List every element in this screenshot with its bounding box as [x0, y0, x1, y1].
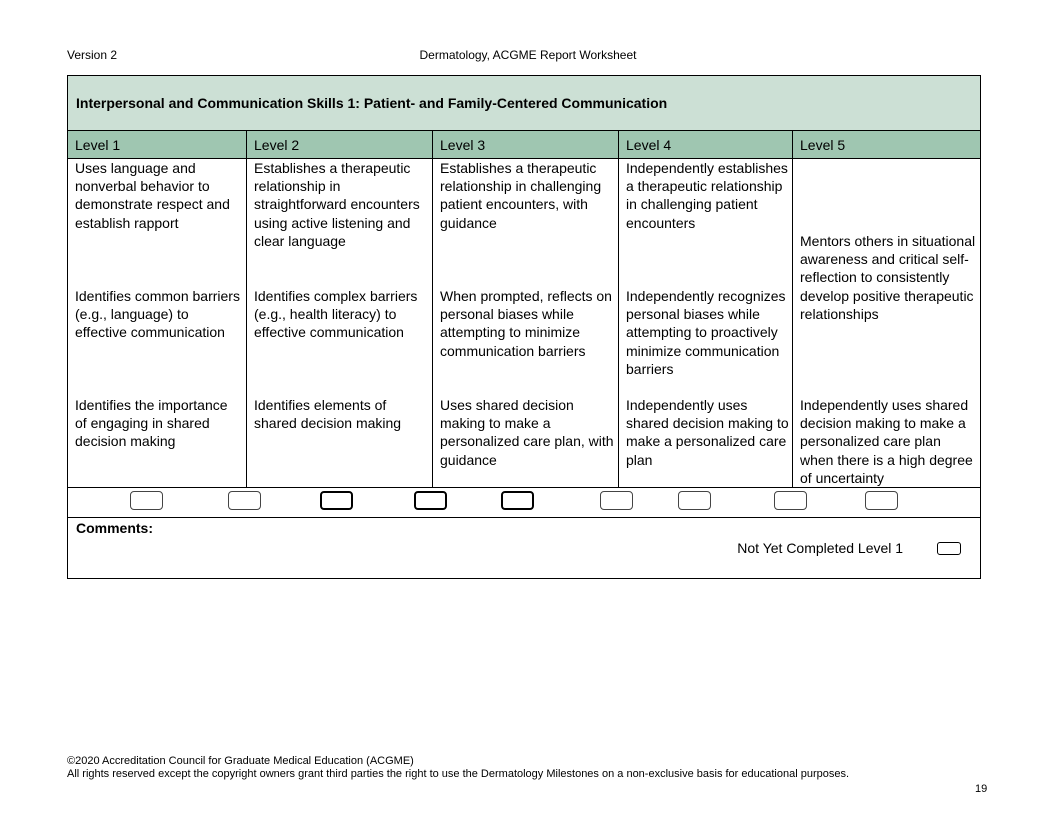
checkbox-level-1[interactable]	[130, 491, 163, 510]
level-5-shared-decision: Independently uses shared decision making to make a personalized care plan when there is a high degree of uncertainty	[800, 397, 973, 486]
checkbox-level-4[interactable]	[678, 491, 711, 510]
level-2-barriers: Identifies complex barriers (e.g., health literacy) to effective communication	[254, 288, 418, 341]
level-1-header: Level 1	[68, 131, 247, 159]
copyright-notice	[67, 755, 849, 781]
level-5-header: Level 5	[793, 131, 981, 159]
copyright-line-2: All rights reserved except the copyright owners grant third parties the right to use the Dermatology Milestones on a non-exclusive basis for educational purposes.	[67, 768, 850, 780]
version-label: Version 2	[67, 48, 118, 62]
not-yet-completed-label: Not Yet Completed Level 1	[737, 540, 904, 556]
level-4-barriers: Independently recognizes personal biases while attempting to proactively minimize communication barriers	[626, 288, 786, 377]
level-5-mentoring: Mentors others in situational awareness and critical self-reflection to consistently develop positive therapeutic relationships	[800, 233, 976, 322]
not-yet-completed-checkbox[interactable]	[937, 542, 961, 555]
level-3-content	[433, 159, 619, 488]
level-3-barriers: When prompted, reflects on personal biases while attempting to minimize communication barriers	[440, 288, 612, 359]
checkbox-level-3-5[interactable]	[600, 491, 633, 510]
checkbox-level-2[interactable]	[320, 491, 353, 510]
document-title: Dermatology, ACGME Report Worksheet	[419, 48, 637, 62]
level-4-shared-decision: Independently uses shared decision making to make a personalized care plan	[626, 397, 789, 468]
level-2-shared-decision: Identifies elements of shared decision making	[254, 397, 402, 432]
level-checkbox-row	[68, 488, 981, 518]
level-4-content	[619, 159, 793, 488]
level-1-rapport: Uses language and nonverbal behavior to demonstrate respect and establish rapport	[75, 160, 230, 231]
milestone-title: Interpersonal and Communication Skills 1: Patient- and Family-Centered Communication	[68, 76, 981, 131]
level-4-rapport: Independently establishes a therapeutic relationship in challenging patient encounters	[626, 160, 788, 231]
page-number: 19	[975, 783, 988, 795]
checkbox-level-5[interactable]	[865, 491, 898, 510]
comments-section[interactable]	[68, 518, 981, 579]
level-1-content	[68, 159, 247, 488]
level-3-shared-decision: Uses shared decision making to make a personalized care plan, with guidance	[440, 397, 614, 468]
checkbox-level-4-5[interactable]	[774, 491, 807, 510]
comments-label: Comments:	[76, 520, 154, 536]
level-1-shared-decision: Identifies the importance of engaging in shared decision making	[75, 397, 228, 450]
level-4-header: Level 4	[619, 131, 793, 159]
checkbox-level-3[interactable]	[501, 491, 534, 510]
milestone-table	[67, 75, 981, 579]
level-2-content	[247, 159, 433, 488]
level-2-rapport: Establishes a therapeutic relationship in straightforward encounters using active listening and clear language	[254, 160, 420, 249]
checkbox-level-2-5[interactable]	[414, 491, 447, 510]
level-3-header: Level 3	[433, 131, 619, 159]
copyright-line-1: ©2020 Accreditation Council for Graduate Medical Education (ACGME)	[67, 755, 414, 767]
level-3-rapport: Establishes a therapeutic relationship in challenging patient encounters, with guidance	[440, 160, 602, 231]
level-2-header: Level 2	[247, 131, 433, 159]
checkbox-level-1-5[interactable]	[228, 491, 261, 510]
level-5-content	[793, 159, 981, 488]
level-1-barriers: Identifies common barriers (e.g., language) to effective communication	[75, 288, 240, 341]
